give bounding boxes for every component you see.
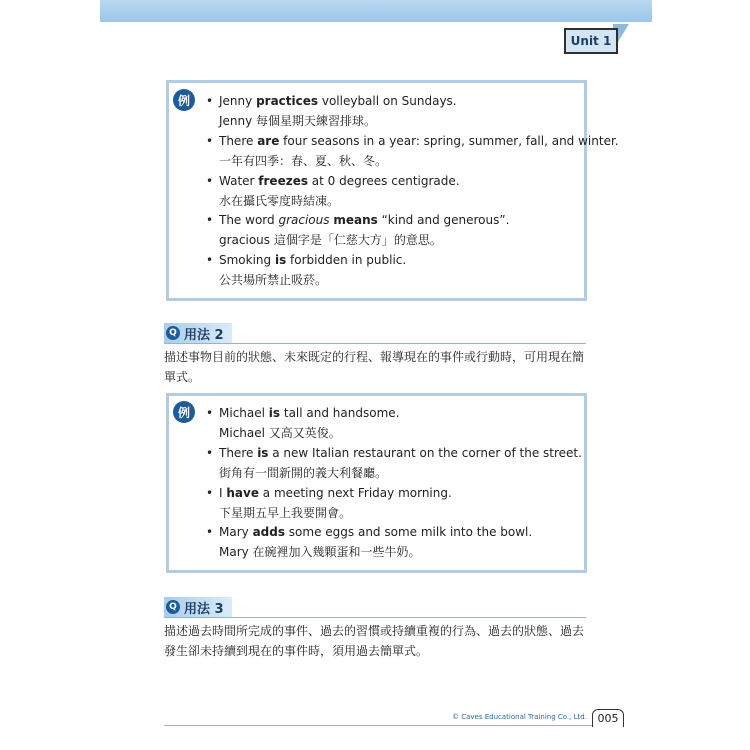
example-english: I have a meeting next Friday morning. bbox=[219, 486, 452, 500]
example-english: Water freezes at 0 degrees centigrade. bbox=[219, 174, 460, 188]
example-icon: 例 bbox=[173, 401, 195, 423]
section-title: 用法 2 bbox=[184, 328, 224, 343]
example-english: Smoking is forbidden in public. bbox=[219, 253, 407, 267]
example-chinese: 街角有一間新開的義大利餐廳。 bbox=[219, 466, 388, 480]
example-item bbox=[206, 445, 582, 481]
example-item bbox=[206, 212, 510, 248]
example-chinese: 一年有四季：春、夏、秋、冬。 bbox=[219, 154, 388, 168]
bullet-icon: • bbox=[206, 134, 214, 148]
footer-rule bbox=[164, 725, 592, 726]
example-item bbox=[206, 485, 452, 521]
search-icon: Q bbox=[166, 326, 180, 340]
example-english: There is a new Italian restaurant on the corner of the street. bbox=[219, 446, 582, 460]
search-icon: Q bbox=[166, 600, 180, 614]
bullet-icon: • bbox=[206, 94, 214, 108]
example-item bbox=[206, 405, 400, 441]
example-item bbox=[206, 133, 619, 169]
top-banner bbox=[100, 0, 652, 22]
example-chinese: gracious 這個字是「仁慈大方」的意思。 bbox=[219, 233, 442, 247]
example-item bbox=[206, 524, 533, 560]
description-line: 描述過去時間所完成的事件、過去的習慣或持續重複的行為、過去的狀態、過去 bbox=[164, 624, 585, 638]
bullet-icon: • bbox=[206, 486, 214, 500]
example-chinese: Michael 又高又英俊。 bbox=[219, 426, 341, 440]
bullet-icon: • bbox=[206, 253, 214, 267]
heading-underline bbox=[164, 343, 586, 344]
section-title: 用法 3 bbox=[184, 602, 224, 617]
example-item bbox=[206, 252, 407, 288]
example-item bbox=[206, 93, 457, 129]
example-english: Michael is tall and handsome. bbox=[219, 406, 400, 420]
example-chinese: Mary 在碗裡加入幾顆蛋和一些牛奶。 bbox=[219, 545, 421, 559]
bullet-icon: • bbox=[206, 406, 214, 420]
description-line: 描述事物目前的狀態、未來既定的行程、報導現在的事件或行動時，可用現在簡 bbox=[164, 350, 585, 364]
section-description bbox=[164, 347, 592, 387]
example-item bbox=[206, 173, 460, 209]
example-english: Jenny practices volleyball on Sundays. bbox=[219, 94, 457, 108]
section-heading-2 bbox=[164, 323, 586, 343]
example-english: There are four seasons in a year: spring, summer, fall, and winter. bbox=[219, 134, 619, 148]
unit-label: Unit 1 bbox=[564, 28, 618, 54]
example-chinese: Jenny 每個星期天練習排球。 bbox=[219, 114, 377, 128]
description-line: 發生卻未持續到現在的事件時，須用過去簡單式。 bbox=[164, 644, 429, 658]
bullet-icon: • bbox=[206, 446, 214, 460]
example-chinese: 公共場所禁止吸菸。 bbox=[219, 273, 328, 287]
example-english: The word gracious means “kind and generous”. bbox=[219, 213, 510, 227]
bullet-icon: • bbox=[206, 525, 214, 539]
publisher-credit: © Caves Educational Training Co., Ltd. bbox=[452, 713, 587, 721]
example-chinese: 下星期五早上我要開會。 bbox=[219, 506, 352, 520]
page-number: 005 bbox=[592, 709, 624, 727]
heading-underline bbox=[164, 617, 586, 618]
section-description bbox=[164, 621, 592, 661]
section-heading-3 bbox=[164, 597, 586, 617]
example-chinese: 水在攝氏零度時結凍。 bbox=[219, 194, 340, 208]
bullet-icon: • bbox=[206, 174, 214, 188]
description-line: 單式。 bbox=[164, 370, 201, 384]
example-english: Mary adds some eggs and some milk into the bowl. bbox=[219, 525, 533, 539]
bullet-icon: • bbox=[206, 213, 214, 227]
example-icon: 例 bbox=[173, 89, 195, 111]
